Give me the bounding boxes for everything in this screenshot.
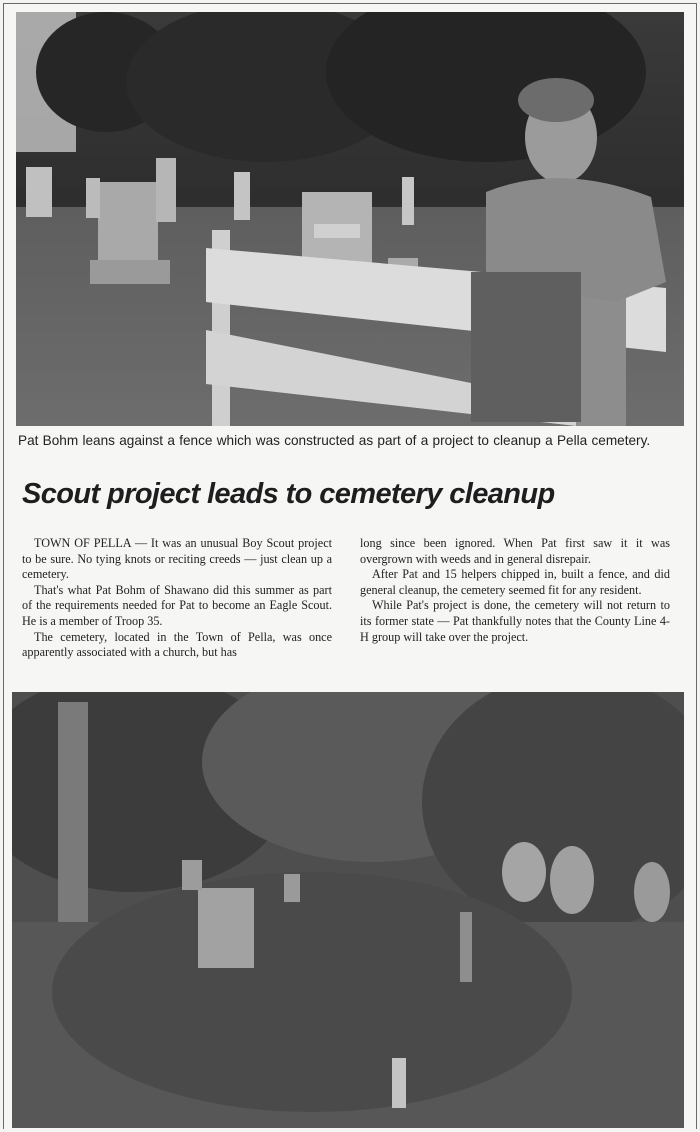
paragraph: After Pat and 15 helpers chipped in, built a fence, and did general cleanup, the cemetery seemed fit for any resident. bbox=[360, 567, 670, 597]
paragraph: TOWN OF PELLA — It was an unusual Boy Scout project to be sure. No tying knots or reciting creeds — just clean up a cemetery. bbox=[22, 536, 332, 582]
paragraph: While Pat's project is done, the cemetery will not return to its former state — Pat thankfully notes that the County Line 4-H group will take over the project. bbox=[360, 598, 670, 644]
paragraph: That's what Pat Bohm of Shawano did this summer as part of the requirements needed for Pat to become an Eagle Scout. He is a member of Troop 35. bbox=[22, 582, 332, 628]
article-column-left bbox=[22, 536, 332, 661]
article-column-right bbox=[360, 536, 670, 645]
paragraph: long since been ignored. When Pat first saw it it was overgrown with weeds and in general disrepair. bbox=[360, 536, 670, 566]
photo-scout-at-fence bbox=[16, 12, 684, 426]
paragraph: The cemetery, located in the Town of Pella, was once apparently associated with a church, but has bbox=[22, 629, 332, 660]
headline: Scout project leads to cemetery cleanup bbox=[22, 478, 555, 510]
photo-caption: Pat Bohm leans against a fence which was constructed as part of a project to cleanup a Pella cemetery. bbox=[18, 433, 651, 448]
photo-overgrown-cemetery bbox=[12, 692, 684, 1128]
